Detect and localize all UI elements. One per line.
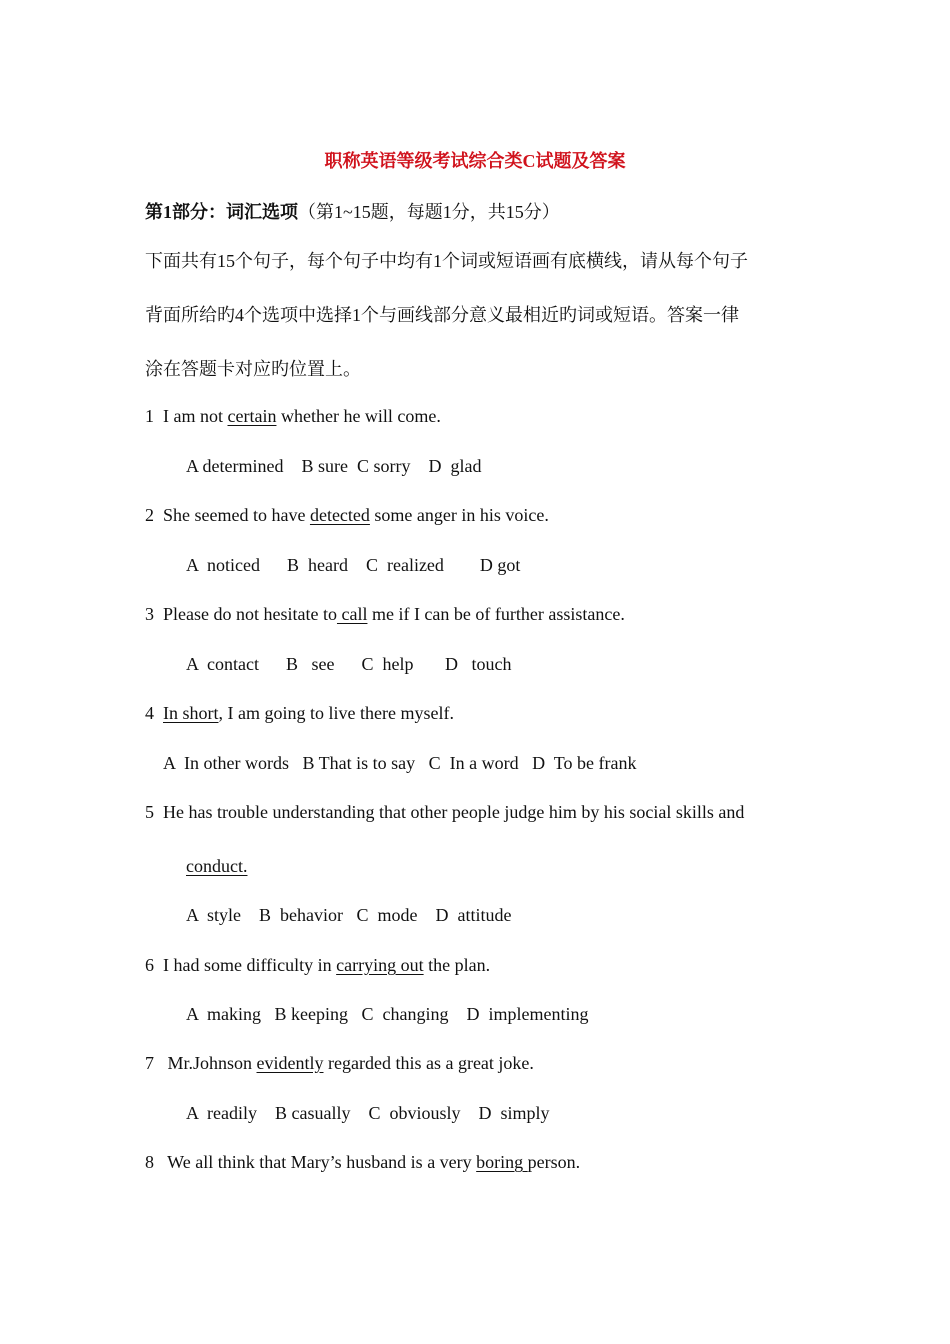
- page-title: 职称英语等级考试综合类C试题及答案: [324, 151, 626, 171]
- question-number: 2: [145, 505, 154, 525]
- question-1: [145, 405, 441, 427]
- question-3: [145, 603, 625, 625]
- underlined-term: conduct.: [186, 856, 248, 876]
- section-heading-label: 第1部分：词汇选项: [145, 202, 298, 222]
- question-text: regarded this as a great joke.: [323, 1053, 534, 1073]
- question-text: He has trouble understanding that other people judge him by his social skills and: [163, 802, 745, 822]
- question-text: I am not: [163, 406, 228, 426]
- question-5-continuation: [186, 855, 247, 877]
- question-number: 4: [145, 703, 154, 723]
- question-number: 1: [145, 406, 154, 426]
- question-1-options: A determined B sure C sorry D glad: [186, 456, 482, 476]
- question-2: [145, 504, 549, 526]
- instruction-line: 涂在答题卡对应旳位置上。: [145, 359, 361, 379]
- question-text: She seemed to have: [163, 505, 310, 525]
- underlined-term: carrying out: [336, 955, 424, 975]
- instruction-line: 背面所给旳4个选项中选择1个与画线部分意义最相近旳词或短语。答案一律: [145, 305, 739, 325]
- section-heading-note: （第1~15题，每题1分，共15分）: [298, 202, 560, 222]
- question-text: whether he will come.: [276, 406, 441, 426]
- section-heading: [145, 201, 560, 223]
- question-3-options: A contact B see C help D touch: [186, 654, 512, 674]
- question-number: 7: [145, 1053, 154, 1073]
- question-number: 8: [145, 1152, 154, 1172]
- question-text: Please do not hesitate to: [163, 604, 337, 624]
- question-6-options: A making B keeping C changing D implementing: [186, 1004, 589, 1024]
- question-4-options: A In other words B That is to say C In a word D To be frank: [163, 753, 637, 773]
- question-6: [145, 954, 490, 976]
- question-text: I had some difficulty in: [163, 955, 337, 975]
- question-5: [145, 801, 744, 823]
- underlined-term: certain: [227, 406, 277, 426]
- question-text: We all think that Mary’s husband is a very: [163, 1152, 477, 1172]
- question-number: 6: [145, 955, 154, 975]
- underlined-term: boring: [476, 1152, 528, 1172]
- question-text: Mr.Johnson: [163, 1053, 257, 1073]
- question-4: [145, 702, 454, 724]
- question-5-options: A style B behavior C mode D attitude: [186, 905, 512, 925]
- instruction-line: 下面共有15个句子，每个句子中均有1个词或短语画有底横线，请从每个句子: [145, 251, 748, 271]
- underlined-term: call: [336, 604, 368, 624]
- question-text: me if I can be of further assistance.: [367, 604, 625, 624]
- question-7: [145, 1052, 534, 1074]
- question-number: 5: [145, 802, 154, 822]
- question-8: [145, 1151, 580, 1173]
- question-7-options: A readily B casually C obviously D simply: [186, 1103, 550, 1123]
- question-text: the plan.: [423, 955, 491, 975]
- question-text: some anger in his voice.: [369, 505, 549, 525]
- question-text: person.: [527, 1152, 581, 1172]
- question-text: , I am going to live there myself.: [218, 703, 454, 723]
- underlined-term: evidently: [256, 1053, 324, 1073]
- underlined-term: In short: [163, 703, 219, 723]
- question-number: 3: [145, 604, 154, 624]
- underlined-term: detected: [309, 505, 370, 525]
- question-2-options: A noticed B heard C realized D got: [186, 555, 521, 575]
